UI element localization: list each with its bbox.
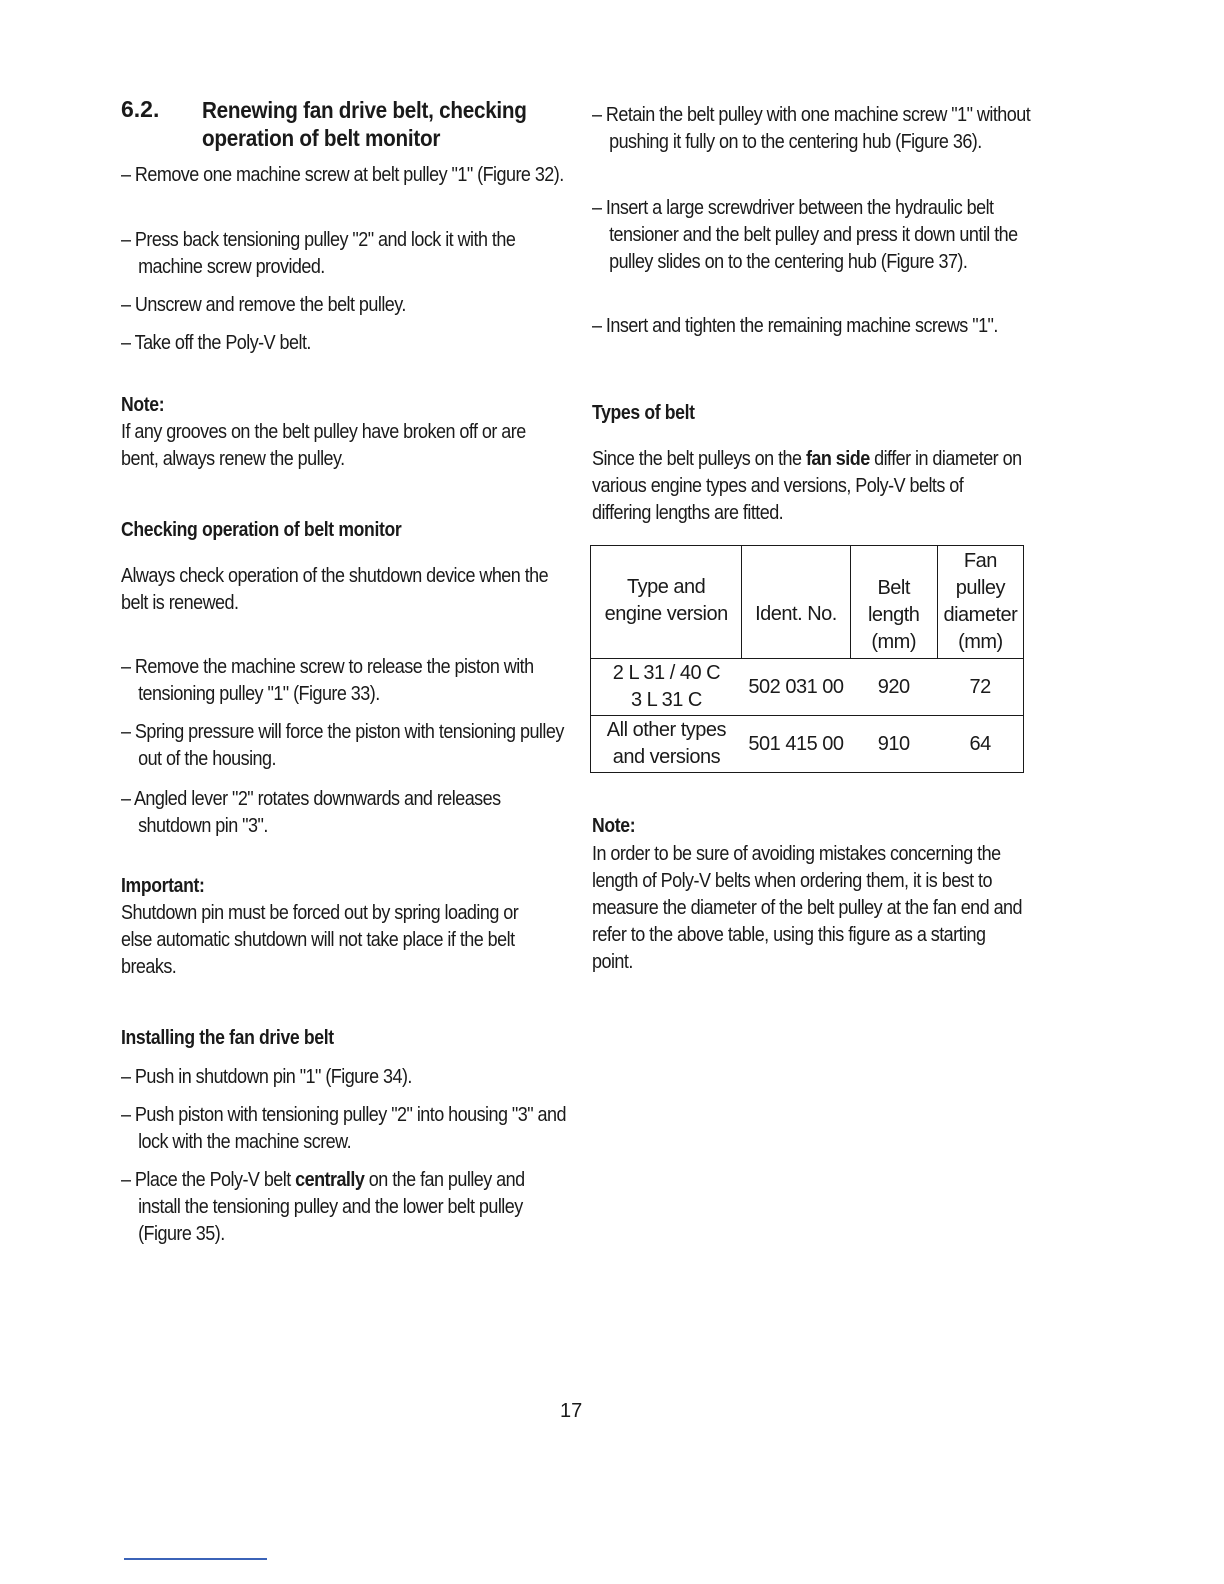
section-title: Renewing fan drive belt, checking operation of belt monitor (202, 97, 527, 151)
cell-ident: 502 031 00 (742, 659, 850, 716)
installing-step: – Push piston with tensioning pulley "2" into housing "3" and lock with the machine screw. (121, 1104, 566, 1153)
install-step: – Retain the belt pulley with one machine screw "1" without pushing it fully on to the centering hub (Figure 36). (592, 104, 1031, 153)
checking-step: – Spring pressure will force the piston with tensioning pulley out of the housing. (121, 721, 564, 770)
table-header-row (591, 546, 1024, 659)
table-row (591, 659, 1024, 716)
table-row (591, 716, 1024, 773)
belt-types-table (590, 545, 1024, 773)
removal-step: – Remove one machine screw at belt pulley "1" (Figure 32). (121, 164, 564, 186)
cell-length: 920 (850, 659, 937, 716)
note-text: If any grooves on the belt pulley have broken off or are bent, always renew the pulley. (121, 421, 526, 470)
install-step: – Insert a large screwdriver between the hydraulic belt tensioner and the belt pulley and press it down until the pulley slides on to the centering hub (Figure 37). (592, 197, 1018, 273)
note-text: In order to be sure of avoiding mistakes concerning the length of Poly-V belts when ordering them, it is best to measure the diameter of the belt pulley at the fan end and refer to the above table, using this figure as a starting point. (592, 843, 1022, 973)
cell-ident: 501 415 00 (742, 716, 850, 773)
cell-type: All other types and versions (591, 716, 742, 773)
installing-step: – Place the Poly-V belt centrally on the fan pulley and install the tensioning pulley and the lower belt pulley (Figure 35). (121, 1169, 525, 1245)
installing-step: – Push in shutdown pin "1" (Figure 34). (121, 1066, 412, 1088)
important-label: Important: (121, 875, 205, 897)
cell-diameter: 72 (937, 659, 1023, 716)
types-intro: Since the belt pulleys on the fan side differ in diameter on various engine types and versions, Poly-V belts of differing lengths are fitted. (592, 448, 1022, 524)
page-number: 17 (560, 1400, 583, 1422)
header-type: Type and engine version (591, 546, 742, 659)
removal-step: – Take off the Poly-V belt. (121, 332, 311, 354)
types-heading: Types of belt (592, 402, 695, 424)
checking-step: – Angled lever "2" rotates downwards and releases shutdown pin "3". (121, 788, 501, 837)
footer-rule (124, 1558, 267, 1560)
note-label: Note: (121, 394, 165, 416)
cell-type: 2 L 31 / 40 C 3 L 31 C (591, 659, 742, 716)
checking-step: – Remove the machine screw to release the piston with tensioning pulley "1" (Figure 33). (121, 656, 534, 705)
install-step: – Insert and tighten the remaining machine screws "1". (592, 315, 998, 337)
section-heading (121, 96, 641, 156)
cell-diameter: 64 (937, 716, 1023, 773)
checking-heading: Checking operation of belt monitor (121, 519, 402, 541)
header-ident: Ident. No. (742, 546, 850, 659)
important-text: Shutdown pin must be forced out by spring loading or else automatic shutdown will not take place if the belt breaks. (121, 902, 519, 978)
removal-step: – Unscrew and remove the belt pulley. (121, 294, 406, 316)
note-label: Note: (592, 815, 636, 837)
header-diameter: Fan pulley diameter (mm) (937, 546, 1023, 659)
installing-heading: Installing the fan drive belt (121, 1027, 334, 1049)
section-number: 6.2. (121, 96, 160, 122)
header-length: Belt length (mm) (850, 546, 937, 659)
removal-step: – Press back tensioning pulley "2" and lock it with the machine screw provided. (121, 229, 516, 278)
checking-intro: Always check operation of the shutdown device when the belt is renewed. (121, 565, 549, 614)
cell-length: 910 (850, 716, 937, 773)
